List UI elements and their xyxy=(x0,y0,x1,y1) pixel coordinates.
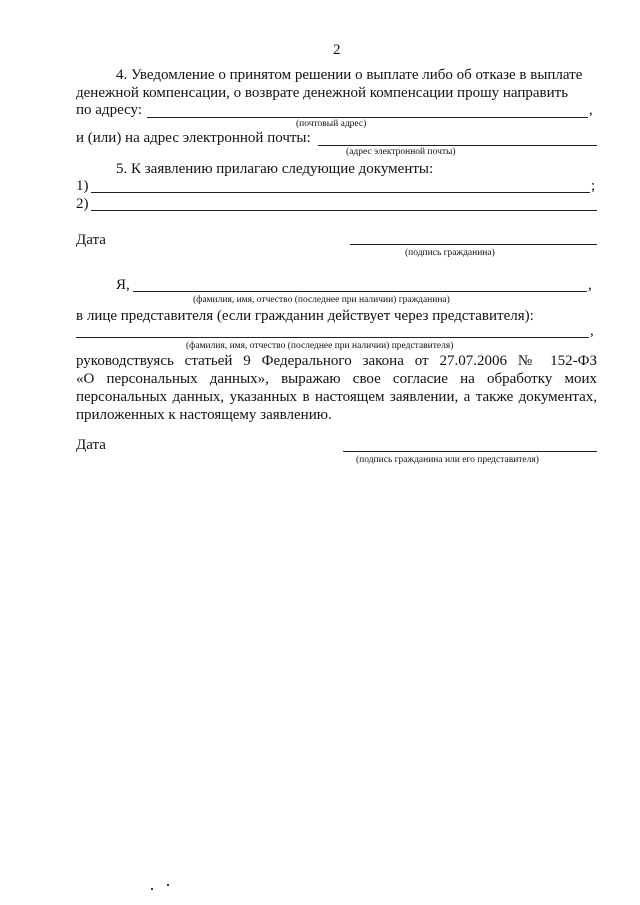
applicant-name-end-comma: , xyxy=(588,277,592,293)
page-number: 2 xyxy=(333,42,341,58)
scan-speck xyxy=(151,888,153,890)
doc1-label: 1) xyxy=(76,178,89,194)
representative-name-line[interactable] xyxy=(76,337,589,338)
email-field-line[interactable] xyxy=(318,145,597,146)
applicant-name-caption: (фамилия, имя, отчество (последнее при наличии) гражданина) xyxy=(193,295,450,305)
representative-end-comma: , xyxy=(590,323,594,339)
signature-caption-2: (подпись гражданина или его представителя) xyxy=(356,455,539,465)
representative-caption: (фамилия, имя, отчество (последнее при наличии) представителя) xyxy=(186,341,454,351)
date-label-1: Дата xyxy=(76,232,106,248)
doc2-label: 2) xyxy=(76,196,89,212)
doc1-field-line[interactable] xyxy=(91,192,590,193)
email-caption: (адрес электронной почты) xyxy=(346,147,456,157)
address-field-line[interactable] xyxy=(147,117,588,118)
doc1-end-semicolon: ; xyxy=(591,178,596,194)
item5-heading: 5. К заявлению прилагаю следующие документы: xyxy=(116,161,434,177)
item4-line1: 4. Уведомление о принятом решении о выплате либо об отказе в выплате xyxy=(116,67,583,83)
signature-line-2[interactable] xyxy=(343,451,597,452)
scan-speck xyxy=(167,884,169,886)
date-label-2: Дата xyxy=(76,437,106,453)
applicant-name-line[interactable] xyxy=(133,291,587,292)
address-label: по адресу: xyxy=(76,102,143,118)
signature-caption-1: (подпись гражданина) xyxy=(405,248,495,258)
email-label: и (или) на адрес электронной почты: xyxy=(76,130,311,146)
consent-text-line3: персональных данных, указанных в настоящем заявлении, а также документах, xyxy=(76,389,597,405)
consent-text-line4: приложенных к настоящему заявлению. xyxy=(76,407,332,423)
address-caption: (почтовый адрес) xyxy=(296,119,367,129)
i-label: Я, xyxy=(116,277,130,293)
consent-text-line2: «О персональных данных», выражаю свое согласие на обработку моих xyxy=(76,371,597,387)
item4-line2: денежной компенсации, о возврате денежной компенсации прошу направить xyxy=(76,85,569,101)
representative-label: в лице представителя (если гражданин действует через представителя): xyxy=(76,308,534,324)
doc2-field-line[interactable] xyxy=(91,210,597,211)
signature-line-1[interactable] xyxy=(350,244,597,245)
address-end-comma: , xyxy=(589,102,593,118)
consent-text-line1: руководствуясь статьей 9 Федерального закона от 27.07.2006 № 152-ФЗ xyxy=(76,353,597,369)
